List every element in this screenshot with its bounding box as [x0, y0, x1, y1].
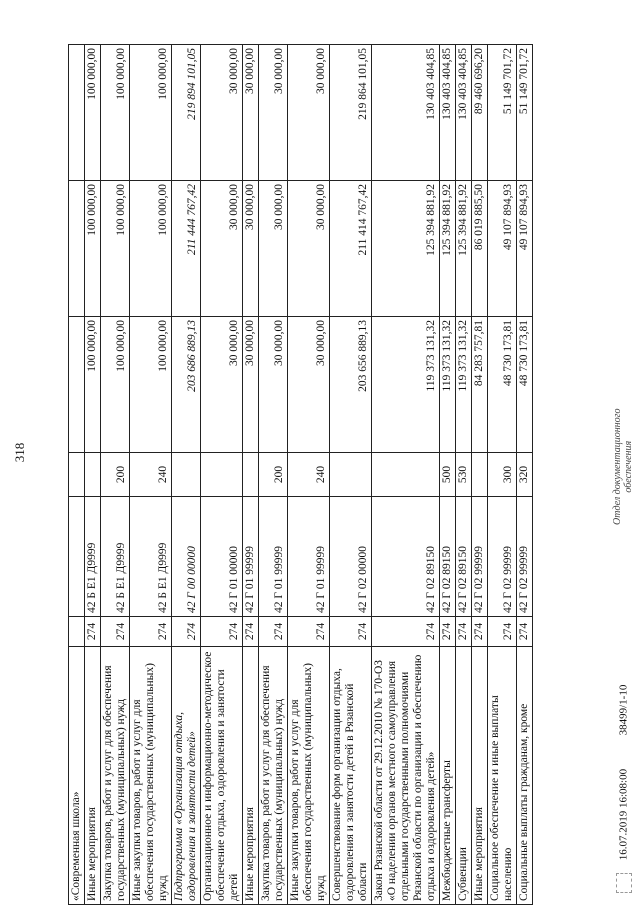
row-amount-2: 30 000,00 — [201, 181, 243, 317]
row-ved-code — [69, 617, 85, 647]
row-ved-code: 274 — [330, 617, 372, 647]
row-ved-code: 274 — [243, 617, 259, 647]
row-amount-2: 49 107 894,93 — [517, 181, 533, 317]
row-amount-1: 119 373 131,32 — [456, 317, 472, 453]
table-body — [69, 45, 533, 905]
row-amount-1: 30 000,00 — [201, 317, 243, 453]
row-ved-code: 274 — [259, 617, 288, 647]
row-ved-code: 274 — [101, 617, 130, 647]
row-amount-2: 100 000,00 — [130, 181, 172, 317]
row-name: Субвенции — [456, 647, 472, 905]
table-row — [288, 45, 330, 905]
table-row — [372, 45, 440, 905]
row-expense-type — [330, 453, 372, 497]
row-ved-code: 274 — [85, 617, 101, 647]
table-row — [69, 45, 85, 905]
row-target-code: 42 Г 02 99999 — [488, 497, 517, 617]
row-ved-code: 274 — [130, 617, 172, 647]
row-amount-2: 100 000,00 — [85, 181, 101, 317]
row-amount-3: 89 460 696,20 — [472, 45, 488, 181]
row-amount-3: 30 000,00 — [288, 45, 330, 181]
row-amount-2: 30 000,00 — [243, 181, 259, 317]
row-target-code: 42 Г 02 89150 — [456, 497, 472, 617]
row-expense-type — [172, 453, 201, 497]
row-ved-code: 274 — [288, 617, 330, 647]
row-amount-2: 30 000,00 — [288, 181, 330, 317]
row-name: Иные мероприятия — [472, 647, 488, 905]
row-amount-3: 130 403 404,85 — [440, 45, 456, 181]
row-amount-1: 48 730 173,81 — [517, 317, 533, 453]
row-expense-type — [372, 453, 440, 497]
footer-datetime: 16.07.2019 16:08:00 — [617, 768, 630, 861]
row-target-code: 42 Г 00 00000 — [172, 497, 201, 617]
row-amount-3: 100 000,00 — [130, 45, 172, 181]
row-amount-2: 125 394 881,92 — [440, 181, 456, 317]
row-target-code: 42 Г 02 00000 — [330, 497, 372, 617]
row-ved-code: 274 — [201, 617, 243, 647]
table-row — [101, 45, 130, 905]
row-amount-3: 51 149 701,72 — [517, 45, 533, 181]
row-amount-3: 130 403 404,85 — [456, 45, 472, 181]
row-expense-type: 300 — [488, 453, 517, 497]
row-name: Иные мероприятия — [85, 647, 101, 905]
row-target-code: 42 Б Е1 Д9999 — [85, 497, 101, 617]
row-amount-3: 30 000,00 — [201, 45, 243, 181]
row-amount-1: 30 000,00 — [243, 317, 259, 453]
row-expense-type — [85, 453, 101, 497]
footer-meta — [616, 685, 632, 893]
row-expense-type: 240 — [288, 453, 330, 497]
row-amount-3: 130 403 404,85 — [372, 45, 440, 181]
footer-doc-code: 38499/1-10 — [617, 684, 630, 736]
row-target-code: 42 Б Е1 Д9999 — [130, 497, 172, 617]
table-row — [85, 45, 101, 905]
row-amount-2: 125 394 881,92 — [456, 181, 472, 317]
row-name: Социальные выплаты гражданам, кроме — [517, 647, 533, 905]
row-name: Иные закупки товаров, работ и услуг для обеспечения государственных (муниципальных) нужд — [130, 647, 172, 905]
footer-stamp — [612, 408, 634, 525]
row-amount-3: 30 000,00 — [243, 45, 259, 181]
row-name: Иные закупки товаров, работ и услуг для обеспечения государственных (муниципальных) нужд — [288, 647, 330, 905]
row-ved-code: 274 — [488, 617, 517, 647]
row-amount-3: 100 000,00 — [101, 45, 130, 181]
row-amount-2 — [69, 181, 85, 317]
row-amount-1: 119 373 131,32 — [372, 317, 440, 453]
table-row — [259, 45, 288, 905]
row-target-code: 42 Б Е1 Д9999 — [101, 497, 130, 617]
footer-stamp-line1: Отдел документационного — [612, 408, 623, 525]
row-amount-1: 84 283 757,81 — [472, 317, 488, 453]
row-target-code: 42 Г 02 89150 — [372, 497, 440, 617]
barcode-stamp-icon — [616, 873, 632, 893]
row-expense-type — [472, 453, 488, 497]
row-expense-type — [201, 453, 243, 497]
footer-stamp-line2: обеспечения — [623, 440, 634, 493]
row-amount-2: 86 019 885,50 — [472, 181, 488, 317]
row-name: «Современная школа» — [69, 647, 85, 905]
row-name: Социальное обеспечение и иные выплаты населению — [488, 647, 517, 905]
row-amount-3: 30 000,00 — [259, 45, 288, 181]
row-name: Иные мероприятия — [243, 647, 259, 905]
row-amount-1: 203 686 889,13 — [172, 317, 201, 453]
row-amount-2: 100 000,00 — [101, 181, 130, 317]
table-row — [201, 45, 243, 905]
row-name: Совершенствование форм организации отдыха, оздоровления и занятости детей в Рязанской области — [330, 647, 372, 905]
row-target-code: 42 Г 02 99999 — [517, 497, 533, 617]
table-row — [330, 45, 372, 905]
row-target-code: 42 Г 02 89150 — [440, 497, 456, 617]
row-expense-type: 200 — [259, 453, 288, 497]
row-amount-1: 203 656 889,13 — [330, 317, 372, 453]
row-amount-1 — [69, 317, 85, 453]
row-amount-3: 100 000,00 — [85, 45, 101, 181]
row-expense-type: 530 — [456, 453, 472, 497]
row-expense-type — [69, 453, 85, 497]
table-row — [472, 45, 488, 905]
row-name: Закупка товаров, работ и услуг для обеспечения государственных (муниципальных) нужд — [259, 647, 288, 905]
row-expense-type: 240 — [130, 453, 172, 497]
row-amount-3 — [69, 45, 85, 181]
row-expense-type: 500 — [440, 453, 456, 497]
row-target-code — [69, 497, 85, 617]
row-ved-code: 274 — [517, 617, 533, 647]
table-row — [440, 45, 456, 905]
row-amount-1: 30 000,00 — [259, 317, 288, 453]
table-row — [456, 45, 472, 905]
row-target-code: 42 Г 01 99999 — [288, 497, 330, 617]
row-amount-3: 219 864 101,05 — [330, 45, 372, 181]
row-expense-type: 320 — [517, 453, 533, 497]
row-ved-code: 274 — [440, 617, 456, 647]
row-ved-code: 274 — [456, 617, 472, 647]
row-amount-2: 49 107 894,93 — [488, 181, 517, 317]
table-row — [517, 45, 533, 905]
row-amount-3: 219 894 101,05 — [172, 45, 201, 181]
row-name: Подпрограмма «Организация отдыха, оздоровления и занятости детей» — [172, 647, 201, 905]
row-amount-2: 211 414 767,42 — [330, 181, 372, 317]
row-target-code: 42 Г 01 99999 — [243, 497, 259, 617]
row-ved-code: 274 — [172, 617, 201, 647]
row-name: Закон Рязанской области от 29.12.2010 № 170-ОЗ «О наделении органов местного самоуправления отдельными государственными полномочиями Рязанской области по организации и обеспечению отдыха и оздоровления детей» — [372, 647, 440, 905]
row-name: Закупка товаров, работ и услуг для обеспечения государственных (муниципальных) нужд — [101, 647, 130, 905]
budget-table — [68, 44, 533, 905]
row-amount-2: 30 000,00 — [259, 181, 288, 317]
row-expense-type: 200 — [101, 453, 130, 497]
row-target-code: 42 Г 01 00000 — [201, 497, 243, 617]
row-amount-3: 51 149 701,72 — [488, 45, 517, 181]
row-amount-1: 119 373 131,32 — [440, 317, 456, 453]
row-target-code: 42 Г 02 99999 — [472, 497, 488, 617]
page-number: 318 — [12, 442, 27, 463]
row-amount-2: 211 444 767,42 — [172, 181, 201, 317]
row-amount-2: 125 394 881,92 — [372, 181, 440, 317]
row-target-code: 42 Г 01 99999 — [259, 497, 288, 617]
row-name: Межбюджетные трансферты — [440, 647, 456, 905]
row-amount-1: 100 000,00 — [101, 317, 130, 453]
row-amount-1: 100 000,00 — [130, 317, 172, 453]
row-ved-code: 274 — [372, 617, 440, 647]
row-ved-code: 274 — [472, 617, 488, 647]
table-row — [130, 45, 172, 905]
table-row — [488, 45, 517, 905]
table-row — [172, 45, 201, 905]
row-amount-1: 100 000,00 — [85, 317, 101, 453]
row-expense-type — [243, 453, 259, 497]
row-amount-1: 30 000,00 — [288, 317, 330, 453]
table-row — [243, 45, 259, 905]
row-name: Организационное и информационно-методическое обеспечение отдыха, оздоровления и занятости детей — [201, 647, 243, 905]
row-amount-1: 48 730 173,81 — [488, 317, 517, 453]
